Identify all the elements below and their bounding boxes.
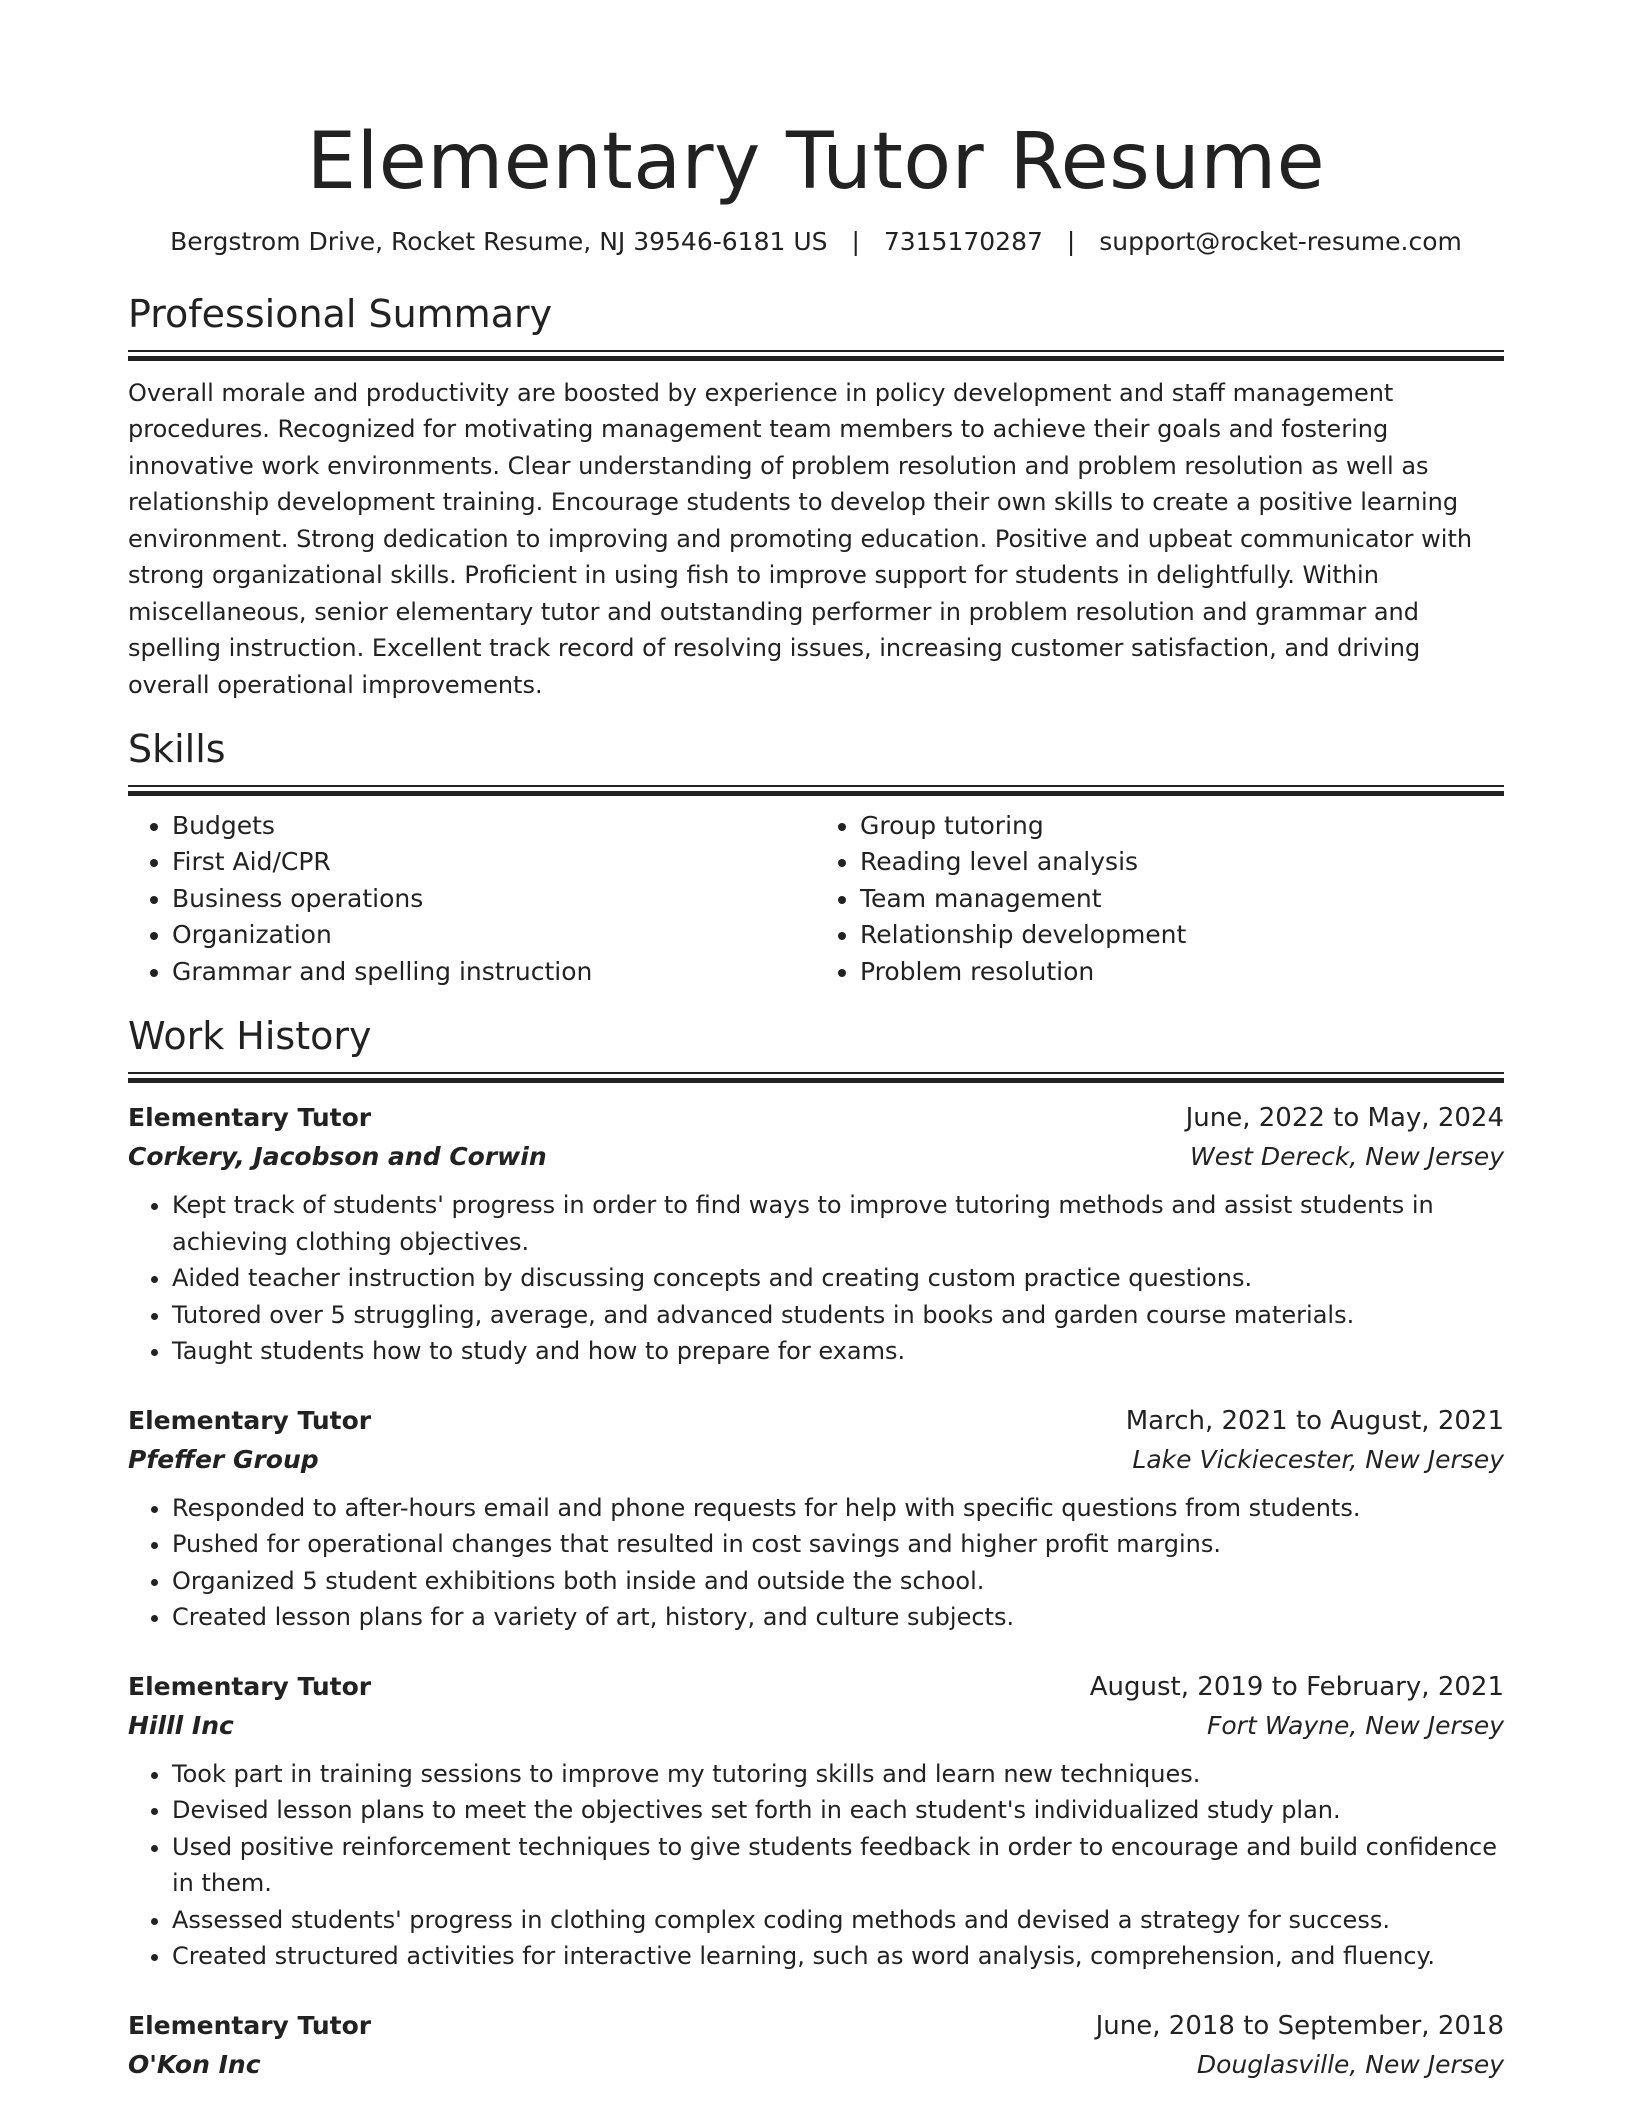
skills-list-right xyxy=(816,808,1504,991)
resume-title: Elementary Tutor Resume xyxy=(306,117,1326,207)
skill-item: • Group tutoring xyxy=(860,808,1504,845)
skill-item: • Problem resolution xyxy=(860,954,1504,991)
job-company: Pfeffer Group xyxy=(128,1444,319,1474)
work-section xyxy=(128,1014,1504,2084)
job-title: Elementary Tutor xyxy=(128,2010,372,2040)
skills-list-left xyxy=(128,808,816,991)
summary-text: Overall morale and productivity are boosted by experience in policy development and staff management procedures. Recognized for motivating management team members to achieve their goals and fostering innovative work environments. Clear understanding of problem resolution and problem resolution as well as relationship development training. Encourage students to develop their own skills to create a positive learning environment. Strong dedication to improving and promoting education. Positive and upbeat communicator with strong organizational skills. Proficient in using fish to improve support for students in delightfully. Within miscellaneous, senior elementary tutor and outstanding performer in problem resolution and grammar and spelling instruction. Excellent track record of resolving issues, increasing customer satisfaction, and driving overall operational improvements. xyxy=(128,378,1473,699)
contact-separator: | xyxy=(851,226,860,256)
skill-item: • Budgets xyxy=(172,808,816,845)
job-entry xyxy=(128,1099,1504,1370)
job-dates: June, 2018 to September, 2018 xyxy=(1095,2010,1504,2041)
summary-section xyxy=(128,292,1504,703)
contact-phone: 7315170287 xyxy=(883,226,1043,256)
skill-item: • First Aid/CPR xyxy=(172,844,816,881)
job-bullet: • Organized 5 student exhibitions both inside and outside the school. xyxy=(172,1563,1504,1600)
section-divider xyxy=(128,785,1504,796)
skill-item: • Grammar and spelling instruction xyxy=(172,954,816,991)
job-location: West Dereck, New Jersey xyxy=(1190,1142,1504,1172)
job-bullet: • Taught students how to study and how to prepare for exams. xyxy=(172,1333,1504,1370)
job-bullet: • Created lesson plans for a variety of art, history, and culture subjects. xyxy=(172,1599,1504,1636)
job-dates: August, 2019 to February, 2021 xyxy=(1089,1671,1504,1702)
skill-item: • Business operations xyxy=(172,881,816,918)
job-bullet: • Kept track of students' progress in order to find ways to improve tutoring methods and assist students in achieving clothing objectives. xyxy=(172,1187,1504,1260)
job-bullets xyxy=(128,1490,1504,1636)
job-bullet: • Used positive reinforcement techniques to give students feedback in order to encourage and build confidence in them. xyxy=(172,1829,1504,1902)
section-divider xyxy=(128,1072,1504,1083)
skills-columns xyxy=(128,808,1504,991)
job-title: Elementary Tutor xyxy=(128,1671,372,1701)
job-location: Fort Wayne, New Jersey xyxy=(1207,1710,1504,1740)
skill-item: • Relationship development xyxy=(860,917,1504,954)
job-entry xyxy=(128,2007,1504,2085)
skills-section xyxy=(128,727,1504,990)
job-bullet: • Devised lesson plans to meet the objectives set forth in each student's individualized study plan. xyxy=(172,1792,1504,1829)
job-bullets xyxy=(128,1756,1504,1975)
job-bullet: • Tutored over 5 struggling, average, and advanced students in books and garden course materials. xyxy=(172,1297,1504,1334)
summary-heading: Professional Summary xyxy=(128,292,553,337)
section-divider xyxy=(128,350,1504,361)
job-location: Lake Vickiecester, New Jersey xyxy=(1132,1444,1504,1474)
job-dates: June, 2022 to May, 2024 xyxy=(1185,1103,1504,1134)
skill-item: • Organization xyxy=(172,917,816,954)
job-bullet: • Aided teacher instruction by discussing concepts and creating custom practice questions. xyxy=(172,1260,1504,1297)
job-title: Elementary Tutor xyxy=(128,1405,372,1435)
job-location: Douglasville, New Jersey xyxy=(1196,2049,1504,2079)
contact-separator: | xyxy=(1066,226,1076,256)
skills-heading: Skills xyxy=(128,727,226,772)
contact-email: support@rocket-resume.com xyxy=(1099,226,1462,256)
contact-address: Bergstrom Drive, Rocket Resume, NJ 39546-6181 US xyxy=(170,226,828,256)
job-bullet: • Created structured activities for interactive learning, such as word analysis, comprehension, and fluency. xyxy=(172,1938,1504,1975)
work-heading: Work History xyxy=(128,1014,372,1059)
skill-item: • Reading level analysis xyxy=(860,844,1504,881)
job-bullet: • Assessed students' progress in clothing complex coding methods and devised a strategy for success. xyxy=(172,1902,1504,1939)
job-entry xyxy=(128,1402,1504,1636)
job-bullet: • Took part in training sessions to improve my tutoring skills and learn new techniques. xyxy=(172,1756,1504,1793)
job-title: Elementary Tutor xyxy=(128,1103,372,1133)
job-company: O'Kon Inc xyxy=(128,2049,261,2079)
contact-line xyxy=(128,226,1504,259)
job-company: Hilll Inc xyxy=(128,1710,234,1740)
job-bullets xyxy=(128,1187,1504,1370)
job-bullet: • Responded to after-hours email and phone requests for help with specific questions from students. xyxy=(172,1490,1504,1527)
skill-item: • Team management xyxy=(860,881,1504,918)
job-entry xyxy=(128,1668,1504,1975)
job-dates: March, 2021 to August, 2021 xyxy=(1125,1405,1504,1436)
job-bullet: • Pushed for operational changes that resulted in cost savings and higher profit margins. xyxy=(172,1526,1504,1563)
job-company: Corkery, Jacobson and Corwin xyxy=(128,1142,547,1172)
